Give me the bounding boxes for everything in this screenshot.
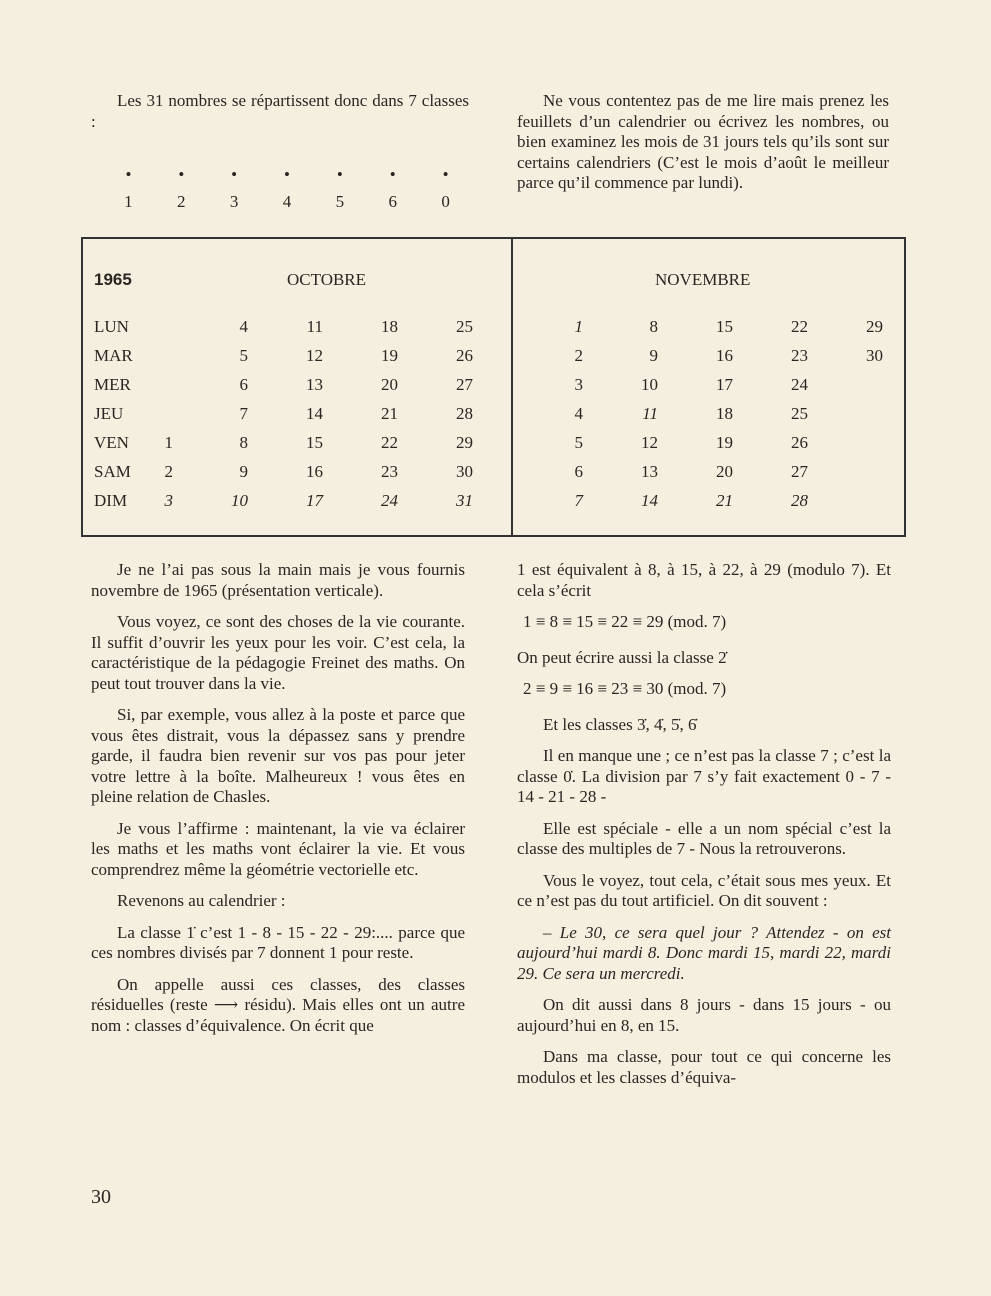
class-number: 0 [441,192,450,211]
paragraph: Je vous l’affirme : maintenant, la vie va éclairer les maths et les maths vont éclairer la vie. Et vous comprendrez même la géométrie vectorielle etc. [91,818,465,879]
november-date: 26 [791,433,808,452]
dot: • [442,165,449,184]
paragraph: Je ne l’ai pas sous la main mais je vous fournis novembre de 1965 (présentation verticale). [91,560,465,600]
october-date: 12 [306,346,323,365]
october-date: 5 [239,346,248,365]
november-date: 11 [642,404,658,423]
dot: • [231,165,238,184]
october-date: 3 [164,491,173,510]
paragraph: Vous le voyez, tout cela, c’était sous mes yeux. Et ce n’est pas du tout artificiel. On dit souvent : [517,870,891,910]
calendar-row [83,375,904,401]
october-date: 7 [239,404,248,423]
weekday-label: MAR [94,346,133,365]
october-date: 30 [456,462,473,481]
october-date: 29 [456,433,473,452]
november-date: 13 [641,462,658,481]
page-number: 30 [91,1186,111,1208]
november-date: 15 [716,317,733,336]
paragraph: On appelle aussi ces classes, des classes résiduelles (reste ⟶ résidu). Mais elles ont un autre nom : classes d’équivalence. On écrit que [91,974,465,1035]
paragraph: Il en manque une ; ce n’est pas la classe 7 ; c’est la classe 0̇. La division par 7 s’y fait exactement 0 - 7 - 14 - 21 - 28 - [517,746,891,806]
class-number: 1 [124,192,133,211]
november-date: 23 [791,346,808,365]
october-date: 6 [239,375,248,394]
october-date: 25 [456,317,473,336]
paragraph: Et les classes 3̇, 4̇, 5̇, 6̇ [543,714,697,734]
october-date: 20 [381,375,398,394]
november-date: 27 [791,462,808,481]
november-date: 28 [791,491,808,510]
class-number: 2 [177,192,186,211]
paragraph: Elle est spéciale - elle a un nom spécial c’est la classe des multiples de 7 - Nous la retrouverons. [517,818,891,858]
dot: • [178,165,185,184]
quote: – Le 30, ce sera quel jour ? Attendez - on est aujourd’hui mardi 8. Donc mardi 15, mardi 22, mardi 29. Ce sera un mercredi. [517,922,891,983]
month-october: OCTOBRE [287,270,367,289]
october-date: 14 [306,404,323,423]
calendar-year: 1965 [94,270,132,289]
october-date: 26 [456,346,473,365]
intro-right [517,91,889,205]
weekday-label: VEN [94,433,129,452]
calendar-row [83,433,904,459]
calendar-row [83,491,904,517]
november-date: 19 [716,433,733,452]
paragraph: Les 31 nombres se répartissent donc dans 7 classes : [91,91,469,131]
october-date: 23 [381,462,398,481]
october-date: 13 [306,375,323,394]
october-date: 21 [381,404,398,423]
weekday-label: SAM [94,462,131,481]
dot: • [389,165,396,184]
paragraph: Vous voyez, ce sont des choses de la vie courante. Il suffit d’ouvrir les yeux pour les voir. C’est cela, la caractéristique de la pédagogie Freinet des maths. On peut tout trouver dans la vie. [91,612,465,693]
october-date: 27 [456,375,473,394]
calendar-row [83,462,904,488]
class-number: 6 [388,192,397,211]
november-date: 21 [716,491,733,510]
october-date: 16 [306,462,323,481]
october-date: 17 [306,491,323,510]
equivalence-formula: 1 ≡ 8 ≡ 15 ≡ 22 ≡ 29 (mod. 7) [523,612,727,631]
november-date: 17 [716,375,733,394]
class-number: 5 [335,192,345,211]
right-column [517,560,891,1099]
october-date: 1 [164,433,173,452]
class-dots [102,165,472,185]
october-date: 8 [239,433,248,452]
weekday-label: JEU [94,404,124,423]
paragraph: 1 est équivalent à 8, à 15, à 22, à 29 (modulo 7). Et cela s’écrit [517,560,891,600]
month-november: NOVEMBRE [655,270,751,289]
october-date: 31 [456,491,473,510]
october-date: 9 [239,462,248,481]
november-date: 18 [716,404,733,423]
class-number: 3 [229,192,239,211]
november-date: 14 [641,491,658,510]
calendar-row [83,317,904,343]
paragraph: Ne vous contentez pas de me lire mais prenez les feuillets d’un calendrier ou écrivez les nombres, ou bien examinez les mois de 31 jours tels qu’ils sont sur certains calendriers (C’est le mois d’août le meilleur parce qu’il commence par lundi). [517,91,889,192]
weekday-label: LUN [94,317,129,336]
october-date: 10 [231,491,248,510]
november-date: 25 [791,404,808,423]
november-date: 20 [716,462,733,481]
october-date: 24 [381,491,398,510]
november-date: 30 [866,346,883,365]
calendar-table [81,237,906,537]
weekday-label: MER [94,375,131,394]
dot: • [336,165,343,184]
paragraph: Dans ma classe, pour tout ce qui concerne les modulos et les classes d’équiva- [517,1047,891,1087]
november-date: 7 [574,491,583,510]
november-date: 4 [574,404,583,423]
november-date: 8 [649,317,658,336]
october-date: 11 [306,317,323,336]
november-date: 12 [641,433,658,452]
november-date: 6 [574,462,583,481]
october-date: 19 [381,346,398,365]
november-date: 29 [866,317,883,336]
october-date: 2 [164,462,173,481]
november-date: 22 [791,317,808,336]
october-date: 22 [381,433,398,452]
paragraph: On peut écrire aussi la classe 2̇ [517,647,727,667]
paragraph: On dit aussi dans 8 jours - dans 15 jours - ou aujourd’hui en 8, en 15. [517,995,891,1035]
paragraph: Revenons au calendrier : [117,891,286,910]
october-date: 28 [456,404,473,423]
november-date: 1 [574,317,583,336]
november-date: 2 [574,346,583,365]
november-date: 9 [649,346,658,365]
november-date: 5 [574,433,583,452]
equivalence-formula: 2 ≡ 9 ≡ 16 ≡ 23 ≡ 30 (mod. 7) [523,679,727,698]
class-number: 4 [282,192,292,211]
intro-left [91,91,469,143]
class-numbers [102,192,472,212]
november-date: 3 [574,375,583,394]
weekday-label: DIM [94,491,128,510]
november-date: 24 [791,375,808,394]
paragraph: Si, par exemple, vous allez à la poste et parce que vous êtes distrait, vous la dépassez sans y prendre garde, il faudra bien revenir sur vos pas pour jeter votre lettre à la boîte. Malheureux ! vous êtes en pleine relation de Chasles. [91,705,465,806]
november-date: 10 [641,375,658,394]
november-date: 16 [716,346,733,365]
calendar-row [83,346,904,372]
calendar-row [83,404,904,430]
left-column [91,560,465,1047]
dot: • [284,165,290,184]
october-date: 15 [306,433,323,452]
october-date: 4 [239,317,248,336]
october-date: 18 [381,317,398,336]
dot: • [125,165,132,184]
paragraph: La classe 1̇ c’est 1 - 8 - 15 - 22 - 29:.... parce que ces nombres divisés par 7 donnent 1 pour reste. [91,922,465,962]
